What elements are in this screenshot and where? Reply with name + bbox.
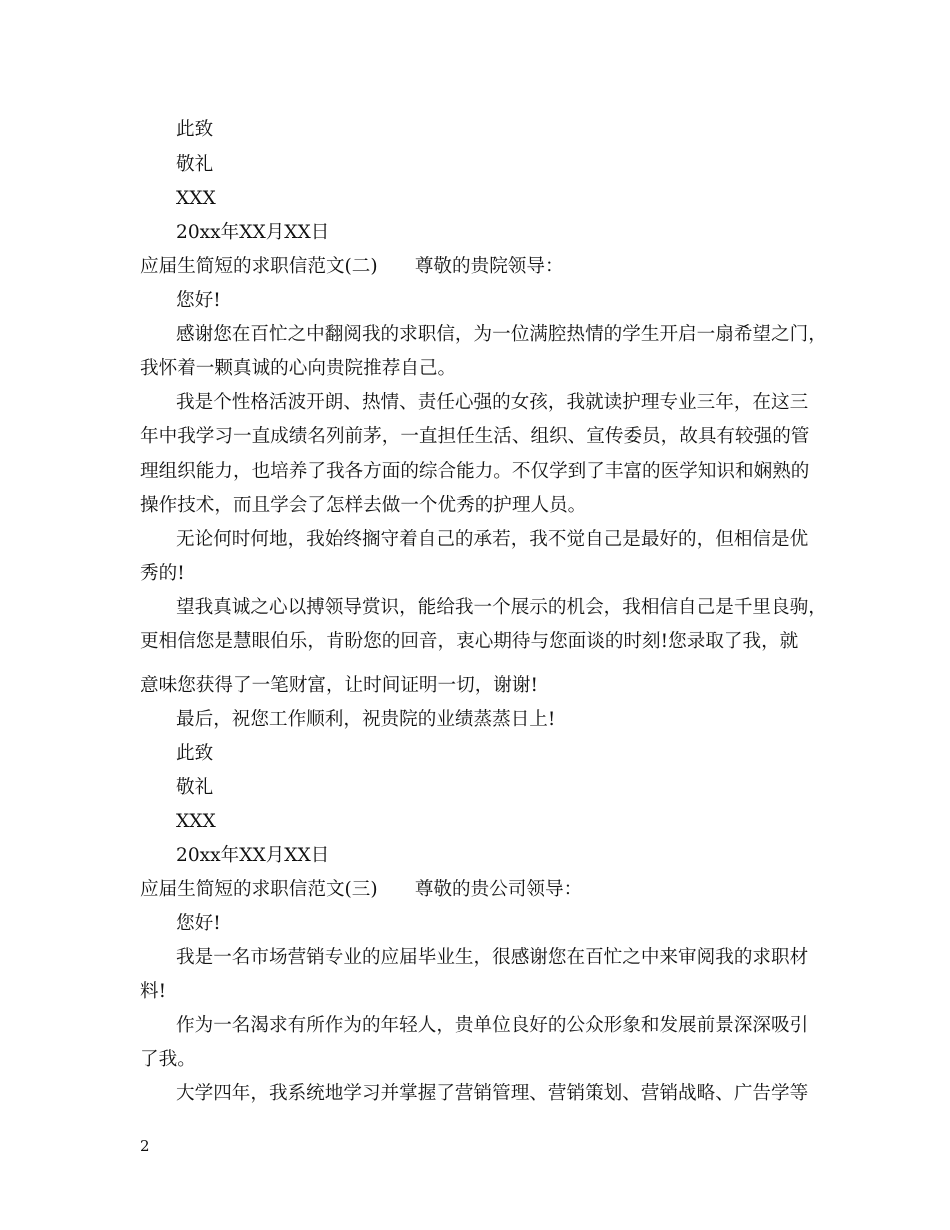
paragraph-line: 了我。 — [140, 1049, 196, 1070]
paragraph-line: 料! — [140, 981, 167, 1002]
paragraph-line: 感谢您在百忙之中翻阅我的求职信，为一位满腔热情的学生开启一扇希望之门， — [176, 324, 827, 345]
paragraph-line: 望我真诚之心以搏领导赏识，能给我一个展示的机会，我相信自己是千里良驹， — [176, 597, 827, 618]
page-number: 2 — [140, 1137, 150, 1155]
paragraph-line: 最后，祝您工作顺利，祝贵院的业绩蒸蒸日上! — [176, 709, 556, 730]
date: 20xx年XX月XX日 — [176, 222, 330, 243]
closing-salutation: 敬礼 — [176, 154, 214, 175]
greeting: 您好! — [176, 290, 221, 311]
paragraph-line: 更相信您是慧眼伯乐，肯盼您的回音，衷心期待与您面谈的时刻!您录取了我，就 — [140, 631, 799, 652]
paragraph-line: 无论何时何地，我始终搁守着自己的承若，我不觉自己是最好的，但相信是优 — [176, 529, 809, 550]
greeting: 您好! — [176, 913, 221, 934]
section-heading: 应届生简短的求职信范文(二) 尊敬的贵院领导： — [140, 256, 564, 277]
paragraph-line: 意味您获得了一笔财富，让时间证明一切，谢谢! — [140, 675, 538, 696]
paragraph-line: 作为一名渴求有所作为的年轻人，贵单位良好的公众形象和发展前景深深吸引 — [176, 1015, 809, 1036]
date: 20xx年XX月XX日 — [176, 845, 330, 866]
paragraph-line: 我是个性格活波开朗、热情、责任心强的女孩，我就读护理专业三年，在这三 — [176, 392, 809, 413]
paragraph-line: 我怀着一颗真诚的心向贵院推荐自己。 — [140, 358, 457, 379]
section-heading: 应届生简短的求职信范文(三) 尊敬的贵公司领导： — [140, 879, 583, 900]
paragraph-line: 大学四年，我系统地学习并掌握了营销管理、营销策划、营销战略、广告学等 — [176, 1083, 809, 1104]
paragraph-line: 我是一名市场营销专业的应届毕业生，很感谢您在百忙之中来审阅我的求职材 — [176, 947, 809, 968]
signature: XXX — [176, 188, 216, 209]
paragraph-line: 理组织能力，也培养了我各方面的综合能力。不仅学到了丰富的医学知识和娴熟的 — [140, 461, 810, 482]
closing-salutation: 敬礼 — [176, 777, 214, 798]
signature: XXX — [176, 811, 216, 832]
paragraph-line: 秀的! — [140, 563, 185, 584]
closing-salutation: 此致 — [176, 743, 214, 764]
closing-salutation: 此致 — [176, 119, 214, 140]
paragraph-line: 操作技术，而且学会了怎样去做一个优秀的护理人员。 — [140, 495, 587, 516]
paragraph-line: 年中我学习一直成绩名列前茅，一直担任生活、组织、宣传委员，故具有较强的管 — [140, 426, 810, 447]
